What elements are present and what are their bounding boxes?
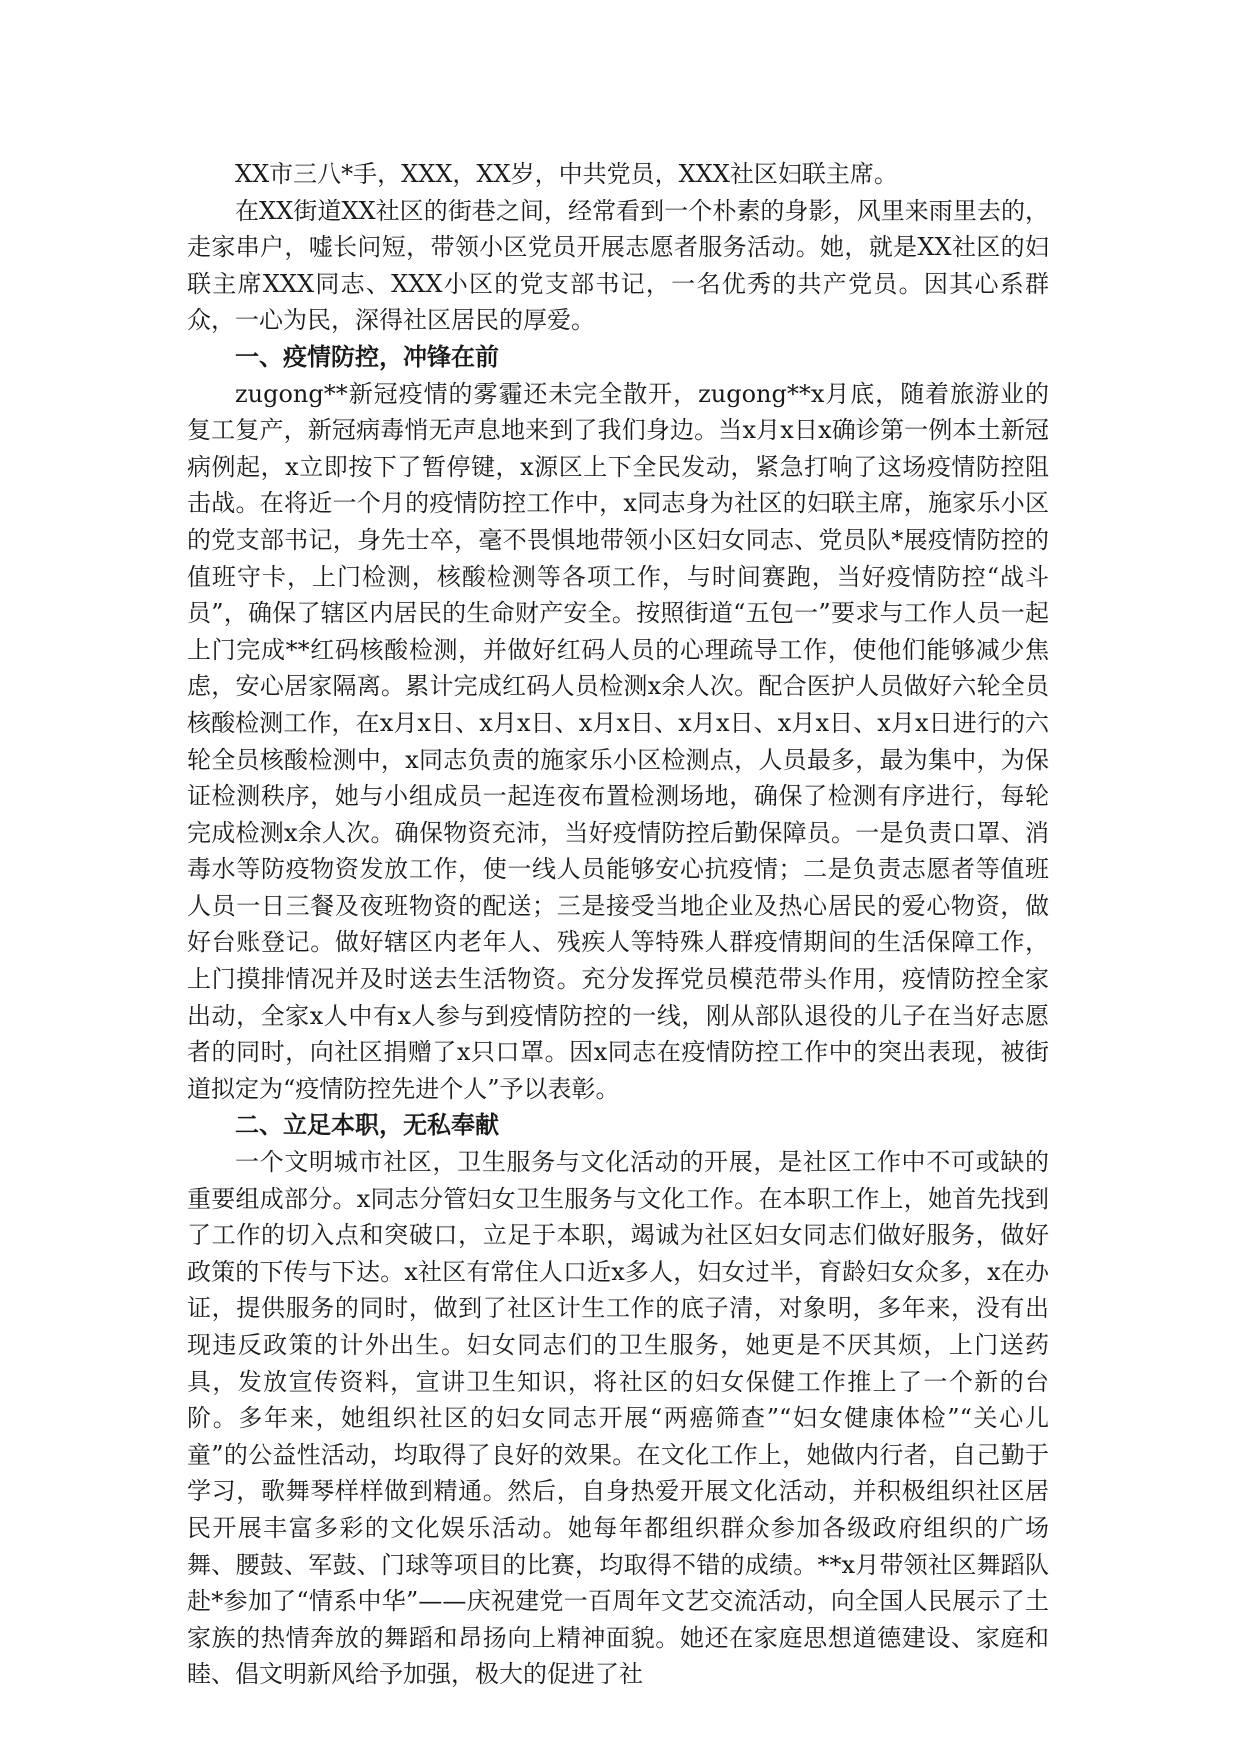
section-heading-2: 二、立足本职，无私奉献 [235,1111,499,1140]
section-heading-1: 一、疫情防控，冲锋在前 [235,342,499,371]
document-page [187,156,1049,1693]
body-paragraph-1: 在XX街道XX社区的街巷之间，经常看到一个朴素的身影，风里来雨里去的，走家串户，嘘长问短，带领小区党员开展志愿者服务活动。她，就是XX社区的妇联主席XXX同志、XXX小区的党支部书记，一名优秀的共产党员。因其心系群众，一心为民，深得社区居民的厚爱。 [187,196,1049,335]
body-paragraph-3: 一个文明城市社区，卫生服务与文化活动的开展，是社区工作中不可或缺的重要组成部分。x同志分管妇女卫生服务与文化工作。在本职工作上，她首先找到了工作的切入点和突破口，立足于本职，竭诚为社区妇女同志们做好服务，做好政策的下传与下达。x社区有常住人口近x多人，妇女过半，育龄妇女众多，x在办证，提供服务的同时，做到了社区计生工作的底子清，对象明，多年来，没有出现违反政策的计外出生。妇女同志们的卫生服务，她更是不厌其烦，上门送药具，发放宣传资料，宣讲卫生知识，将社区的妇女保健工作推上了一个新的台阶。多年来，她组织社区的妇女同志开展“两癌筛查”“妇女健康体检”“关心儿童”的公益性活动，均取得了良好的效果。在文化工作上，她做内行者，自己勤于学习，歌舞琴样样做到精通。然后，自身热爱开展文化活动，并积极组织社区居民开展丰富多彩的文化娱乐活动。她每年都组织群众参加各级政府组织的广场舞、腰鼓、军鼓、门球等项目的比赛，均取得不错的成绩。**x月带领社区舞蹈队赴*参加了“情系中华”——庆祝建党一百周年文艺交流活动，向全国人民展示了土家族的热情奔放的舞蹈和昂扬向上精神面貌。她还在家庭思想道德建设、家庭和睦、倡文明新风给予加强，极大的促进了社 [187,1148,1049,1689]
intro-paragraph: XX市三八*手，XXX，XX岁，中共党员，XXX社区妇联主席。 [235,160,898,188]
body-paragraph-2: zugong**新冠疫情的雾霾还未完全散开，zugong**x月底，随着旅游业的复工复产，新冠病毒悄无声息地来到了我们身边。当x月x日x确诊第一例本土新冠病例起，x立即按下了暂停键，x源区上下全民发动，紧急打响了这场疫情防控阻击战。在将近一个月的疫情防控工作中，x同志身为社区的妇联主席，施家乐小区的党支部书记，身先士卒，毫不畏惧地带领小区妇女同志、党员队*展疫情防控的值班守卡，上门检测，核酸检测等各项工作，与时间赛跑，当好疫情防控“战斗员”，确保了辖区内居民的生命财产安全。按照街道“五包一”要求与工作人员一起上门完成**红码核酸检测，并做好红码人员的心理疏导工作，使他们能够减少焦虑，安心居家隔离。累计完成红码人员检测x余人次。配合医护人员做好六轮全员核酸检测工作，在x月x日、x月x日、x月x日、x月x日、x月x日、x月x日进行的六轮全员核酸检测中，x同志负责的施家乐小区检测点，人员最多，最为集中，为保证检测秩序，她与小组成员一起连夜布置检测场地，确保了检测有序进行，每轮完成检测x余人次。确保物资充沛，当好疫情防控后勤保障员。一是负责口罩、消毒水等防疫物资发放工作，使一线人员能够安心抗疫情；二是负责志愿者等值班人员一日三餐及夜班物资的配送；三是接受当地企业及热心居民的爱心物资，做好台账登记。做好辖区内老年人、残疾人等特殊人群疫情期间的生活保障工作，上门摸排情况并及时送去生活物资。充分发挥党员模范带头作用，疫情防控全家出动，全家x人中有x人参与到疫情防控的一线，刚从部队退役的儿子在当好志愿者的同时，向社区捐赠了x只口罩。因x同志在疫情防控工作中的突出表现，被街道拟定为“疫情防控先进个人”予以表彰。 [187,379,1049,1103]
